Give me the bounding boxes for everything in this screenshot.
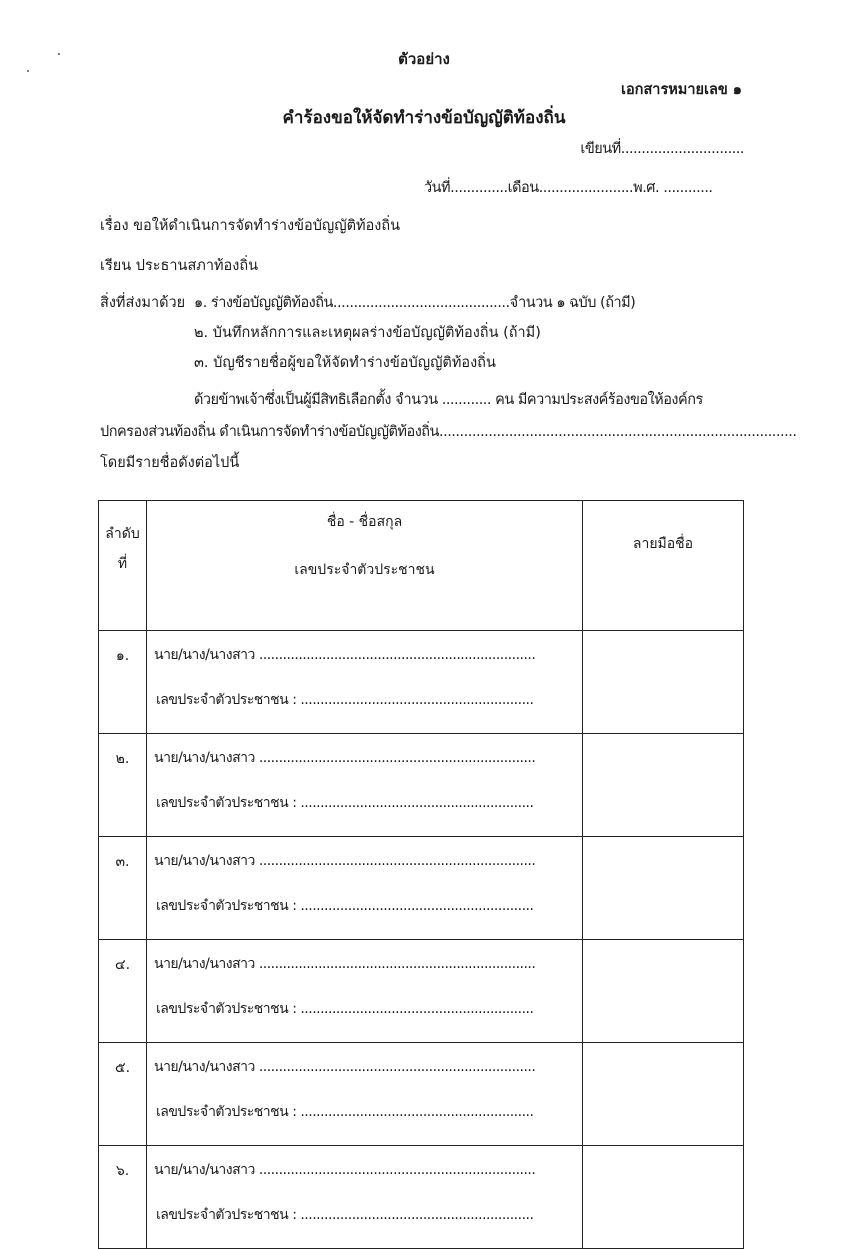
body-paragraph-line-1: ด้วยข้าพเจ้าซึ่งเป็นผู้มีสิทธิเลือกตั้ง จำนวน ............ คน มีความประสงค์ร้องขอให้องค์กร xyxy=(194,392,703,408)
sample-label: ตัวอย่าง xyxy=(398,50,450,68)
table-header-row xyxy=(99,501,744,631)
row-number: ๖. xyxy=(115,1163,130,1179)
name-field[interactable]: นาย/นาง/นางสาว ...................................................................... xyxy=(154,647,536,663)
id-number-field[interactable]: เลขประจำตัวประชาชน : ........................................................... xyxy=(156,692,534,708)
row-number: ๕. xyxy=(114,1060,131,1076)
table-row xyxy=(99,940,744,1043)
header-number-label-2: ที่ xyxy=(117,556,128,572)
signature-field[interactable] xyxy=(583,631,744,734)
signature-field[interactable] xyxy=(583,837,744,940)
header-signature-label: ลายมือชื่อ xyxy=(632,536,694,552)
written-at-field: เขียนที่.............................. xyxy=(580,141,744,157)
header-id-label: เลขประจำตัวประชาชน xyxy=(294,562,435,578)
id-number-field[interactable]: เลขประจำตัวประชาชน : ........................................................... xyxy=(156,1001,534,1017)
header-signature-cell xyxy=(583,501,744,631)
signature-field[interactable] xyxy=(583,1146,744,1249)
signatory-table xyxy=(98,500,744,1249)
name-field[interactable]: นาย/นาง/นางสาว ...................................................................... xyxy=(154,1162,536,1178)
enclosure-item-1: ๑. ร่างข้อบัญญัติท้องถิ่น...........................................จำนวน ๑ ฉบับ (ถ้ามี) xyxy=(194,295,636,311)
enclosure-label: สิ่งที่ส่งมาด้วย xyxy=(100,295,186,311)
row-number: ๔. xyxy=(114,957,131,973)
body-paragraph-line-2: ปกครองส่วนท้องถิ่น ดำเนินการจัดทำร่างข้อบัญญัติท้องถิ่น....................................................................................... xyxy=(100,424,797,440)
enclosure-item-2: ๒. บันทึกหลักการและเหตุผลร่างข้อบัญญัติท้องถิ่น (ถ้ามี) xyxy=(194,325,541,341)
row-number: ๓. xyxy=(115,854,130,870)
signature-field[interactable] xyxy=(583,940,744,1043)
id-number-field[interactable]: เลขประจำตัวประชาชน : ........................................................... xyxy=(156,1104,534,1120)
id-number-field[interactable]: เลขประจำตัวประชาชน : ........................................................... xyxy=(156,795,534,811)
subject-line: เรื่อง ขอให้ดำเนินการจัดทำร่างข้อบัญญัติท้องถิ่น xyxy=(100,218,401,234)
table-row xyxy=(99,631,744,734)
table-row xyxy=(99,1043,744,1146)
body-paragraph-line-3: โดยมีรายชื่อดังต่อไปนี้ xyxy=(100,455,240,471)
document-title: คำร้องขอให้จัดทำร่างข้อบัญญัติท้องถิ่น xyxy=(282,108,566,128)
header-name-label: ชื่อ - ชื่อสกุล xyxy=(326,514,403,530)
signature-field[interactable] xyxy=(583,1043,744,1146)
signature-field[interactable] xyxy=(583,734,744,837)
name-field[interactable]: นาย/นาง/นางสาว ...................................................................... xyxy=(154,853,536,869)
date-field: วันที่..............เดือน.......................พ.ศ. ............ xyxy=(424,180,713,196)
row-number: ๒. xyxy=(115,751,130,767)
scan-speck xyxy=(27,70,29,72)
table-row xyxy=(99,734,744,837)
id-number-field[interactable]: เลขประจำตัวประชาชน : ........................................................... xyxy=(156,898,534,914)
recipient-line: เรียน ประธานสภาท้องถิ่น xyxy=(100,258,259,274)
header-name-cell xyxy=(147,501,583,631)
enclosure-item-3: ๓. บัญชีรายชื่อผู้ขอให้จัดทำร่างข้อบัญญัติท้องถิ่น xyxy=(194,355,496,371)
name-field[interactable]: นาย/นาง/นางสาว ...................................................................... xyxy=(154,1059,536,1075)
table-row xyxy=(99,1146,744,1249)
row-number: ๑. xyxy=(115,648,130,664)
document-number: เอกสารหมายเลข ๑ xyxy=(621,82,742,98)
table-row xyxy=(99,837,744,940)
header-number-cell xyxy=(99,501,147,631)
header-number-label: ลำดับ xyxy=(105,526,140,542)
name-field[interactable]: นาย/นาง/นางสาว ...................................................................... xyxy=(154,750,536,766)
id-number-field[interactable]: เลขประจำตัวประชาชน : ........................................................... xyxy=(156,1207,534,1223)
name-field[interactable]: นาย/นาง/นางสาว ...................................................................... xyxy=(154,956,536,972)
